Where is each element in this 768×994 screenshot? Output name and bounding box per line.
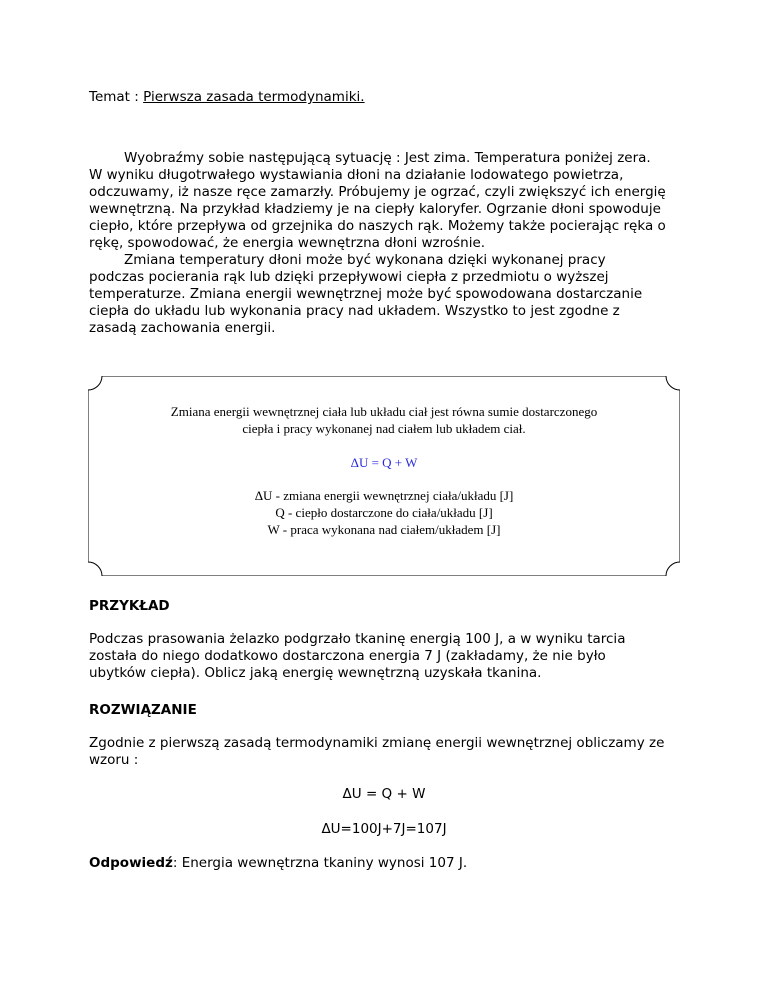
intro-p2-line: ciepła do układu lub wykonania pracy nad układem. Wszystko to jest zgodne z	[89, 303, 620, 319]
answer-text: : Energia wewnętrzna tkaniny wynosi 107 J.	[172, 855, 468, 871]
intro-p1-line: odczuwamy, iż nasze ręce zamarzły. Próbujemy je ogrzać, czyli zwiększyć ich energię	[89, 184, 666, 200]
solution-formula: ΔU = Q + W	[342, 786, 426, 802]
intro-p1-line: ciepło, które przepływa od grzejnika do naszych rąk. Możemy także pocierając ręka o	[89, 218, 666, 234]
intro-p2-line: temperaturze. Zmiana energii wewnętrznej może być spowodowana dostarczanie	[89, 286, 643, 302]
definition-legend: ΔU - zmiana energii wewnętrznej ciała/układu [J] Q - ciepło dostarczone do ciała/układu [J] W - praca wykonana nad ciałem/układem [J]	[254, 488, 514, 537]
topic-title: Pierwsza zasada termodynamiki.	[143, 89, 365, 105]
topic-label: Temat :	[89, 89, 144, 105]
topic-line	[89, 89, 365, 106]
intro-p2-line: zasadą zachowania energii.	[89, 320, 276, 336]
solution-text: Zgodnie z pierwszą zasadą termodynamiki zmianę energii wewnętrznej obliczamy ze wzoru :	[89, 735, 665, 768]
intro-p1-line: W wyniku długotrwałego wystawiania dłoni na działanie lodowatego powietrza,	[89, 167, 624, 183]
example-heading: PRZYKŁAD	[89, 598, 170, 614]
answer-line	[89, 855, 467, 871]
intro-p1-line: Wyobraźmy sobie następującą sytuację : Jest zima. Temperatura poniżej zera.	[124, 150, 651, 166]
intro-paragraph-2	[89, 252, 689, 337]
intro-p1-line: wewnętrzną. Na przykład kładziemy je na ciepły kaloryfer. Ogrzanie dłoni spowoduje	[89, 201, 661, 217]
example-text: Podczas prasowania żelazko podgrzało tkaninę energią 100 J, a w wyniku tarcia została do niego dodatkowo dostarczona energia 7 J (zakładamy, że nie było ubytków ciepła). Oblicz jaką energię wewnętrzną uzyskała tkanina.	[89, 631, 626, 681]
intro-paragraph-1	[89, 150, 689, 252]
intro-p1-line: rękę, spowodować, że energia wewnętrzna dłoni wzrośnie.	[89, 235, 486, 251]
intro-p2-line: Zmiana temperatury dłoni może być wykonana dzięki wykonanej pracy	[124, 252, 606, 268]
intro-p2-line: podczas pocierania rąk lub dzięki przepływowi ciepła z przedmiotu o wyższej	[89, 269, 609, 285]
solution-heading: ROZWIĄZANIE	[89, 702, 197, 718]
answer-label: Odpowiedź	[89, 855, 173, 871]
definition-statement: Zmiana energii wewnętrznej ciała lub układu ciał jest równa sumie dostarczonego ciepła i pracy wykonanej nad ciałem lub układem ciał.	[170, 404, 598, 436]
definition-box	[88, 376, 680, 576]
solution-calculation: ΔU=100J+7J=107J	[321, 821, 447, 837]
definition-formula: ΔU = Q + W	[350, 455, 418, 470]
